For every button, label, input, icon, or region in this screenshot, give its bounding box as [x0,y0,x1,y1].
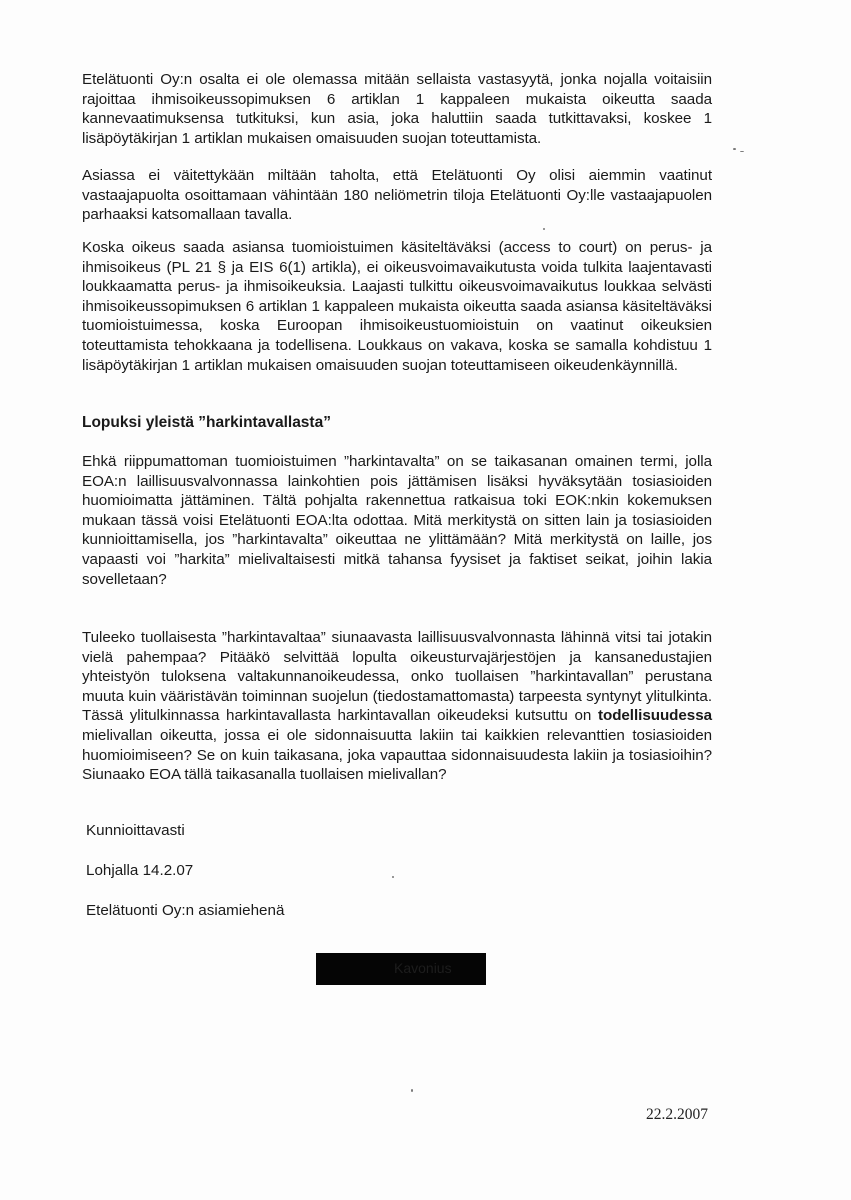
scan-speck [392,876,394,878]
scan-speck [733,148,736,150]
paragraph-5-text-a: Tuleeko tuollaisesta ”harkintavaltaa” siunaavasta laillisuusvalvonnasta lähinnä vitsi tai jotakin vielä pahempaa? Pitääkö selvittää lopulta oikeusturvajärjestöjen ja kansanedustajien yhteistyön tuloksena valtakunnanoikeudessa, onko tuollaisen ”harkintavallan” perustana muuta kuin vääristävän toiminnan suojelun (tiedostamattomasta) tarpeesta syntynyt ylitulkinta. Tässä ylitulkinnassa harkintavallasta harkintavallan oikeudeksi kutsuttu on [82,629,712,725]
paragraph-1: Etelätuonti Oy:n osalta ei ole olemassa mitään sellaista vastasyytä, jonka nojalla voitaisiin rajoittaa ihmisoikeussopimuksen 6 artiklan 1 kappaleen mukaista oikeutta saada kannevaatimuksensa tutkituksi, kun asia, joka haluttiin saada tutkittavaksi, koskee 1 lisäpöytäkirjan 1 artiklan mukaisen omaisuuden suojan toteuttamista. [82,71,712,147]
closing-greeting: Kunnioittavasti [86,822,185,839]
redaction-bar [316,953,486,985]
closing-signatory: Etelätuonti Oy:n asiamiehenä [86,902,285,919]
paragraph-3: Koska oikeus saada asiansa tuomioistuimen käsiteltäväksi (access to court) on perus- ja ihmisoikeus (PL 21 § ja EIS 6(1) artikla), ei oikeusvoimavaikutusta voida tulkita laajentavasti loukkaamatta perus- ja ihmisoikeuksia. Laajasti tulkittu oikeusvoimavaikutus loukkaa selvästi ihmisoikeussopimuksen 6 artiklan 1 kappaleen mukaista oikeutta saada asiansa käsiteltäväksi tuomioistuimessa, koska Euroopan ihmisoikeustuomioistuin on vaatinut oikeuksien toteuttamista tehokkaana ja todellisena. Loukkaus on vakava, koska se samalla kohdistuu 1 lisäpöytäkirjan 1 artiklan mukaisen omaisuuden suojan toteuttamiseen oikeudenkäynnillä. [82,239,712,374]
closing-place-date: Lohjalla 14.2.07 [86,862,194,879]
section-heading: Lopuksi yleistä ”harkintavallasta” [82,414,331,431]
paragraph-5-emphasis: todellisuudessa [597,707,712,725]
received-date-stamp: 22.2.2007 [646,1106,708,1123]
scan-speck [543,228,545,230]
scan-speck [740,151,744,152]
redacted-name: Kavonius [394,960,452,976]
paragraph-5 [82,628,712,785]
paragraph-4: Ehkä riippumattoman tuomioistuimen ”harkintavalta” on se taikasanan omainen termi, jolla EOA:n laillisuusvalvonnassa lainkohtien pois jättämisen lisäksi hyväksytään tosiasioiden huomioimatta jättäminen. Tältä pohjalta rakennettua ratkaisua toki EOK:nkin kokemuksen mukaan tässä voisi Etelätuonti EOA:lta odottaa. Mitä merkitystä on sitten lain ja tosiasioiden kunnioittamisella, jos ”harkintavalta” oikeuttaa ne ylittämään? Mitä merkitystä on laille, jos vapaasti voi ”harkita” mielivaltaisesti mitkä tahansa fyysiset ja faktiset seikat, joihin lakia sovelletaan? [82,453,712,588]
paragraph-5-text-b: mielivallan oikeutta, jossa ei ole sidonnaisuutta lakiin tai kaikkien relevanttien tosiasioiden huomioimiseen? Se on kuin taikasana, joka vapauttaa sidonnaisuudesta lakiin ja tosiasioihin? Siunaako EOA tällä taikasanalla tuollaisen mielivallan? [82,726,712,784]
paragraph-2: Asiassa ei väitettykään miltään taholta, että Etelätuonti Oy olisi aiemmin vaatinut vastaajapuolta osoittamaan vähintään 180 neliömetrin tiloja Etelätuonti Oy:lle vastaajapuolen parhaaksi katsomallaan tavalla. [82,167,712,224]
scan-speck [411,1089,413,1092]
